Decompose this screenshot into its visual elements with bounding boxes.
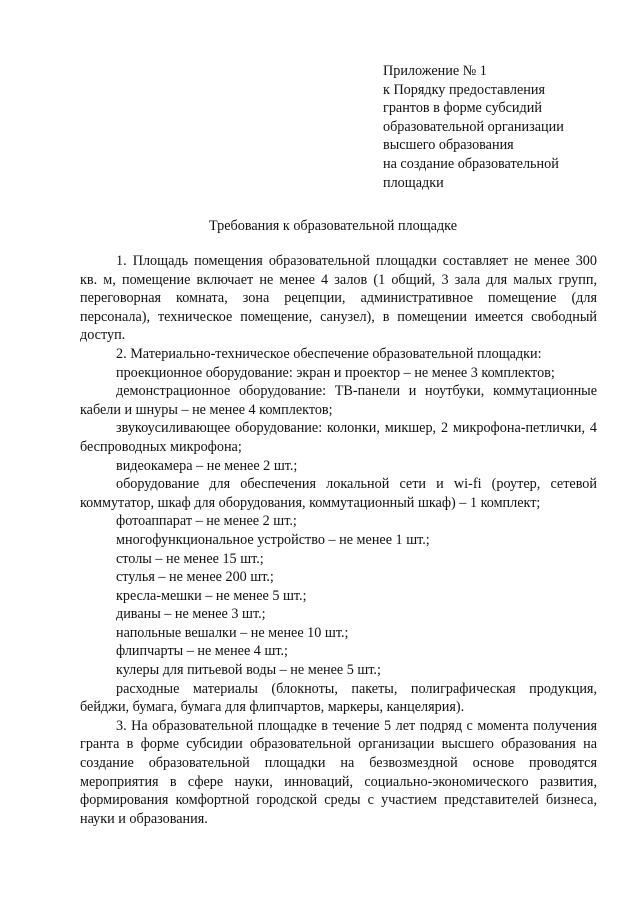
appendix-line: к Порядку предоставления — [383, 81, 545, 98]
appendix-line: на создание образовательной — [383, 155, 559, 172]
paragraph-2: 2. Материально-техническое обеспечение образовательной площадки: — [116, 345, 542, 362]
list-item: кулеры для питьевой воды – не менее 5 шт.; — [116, 662, 381, 679]
list-item: видеокамера – не менее 2 шт.; — [116, 457, 298, 474]
document-title: Требования к образовательной площадке — [208, 218, 457, 234]
list-item: проекционное оборудование: экран и проектор – не менее 3 комплектов; — [116, 364, 555, 381]
list-item: столы – не менее 15 шт.; — [116, 550, 264, 567]
document-body — [80, 252, 597, 828]
list-item: фотоаппарат – не менее 2 шт.; — [116, 513, 297, 530]
list-item: диваны – не менее 3 шт.; — [116, 606, 266, 623]
list-item: многофункциональное устройство – не менее 1 шт.; — [116, 531, 430, 548]
list-item: флипчарты – не менее 4 шт.; — [116, 643, 288, 660]
appendix-line: Приложение № 1 — [383, 63, 487, 79]
list-item: напольные вешалки – не менее 10 шт.; — [116, 624, 349, 641]
list-item: расходные материалы (блокноты, пакеты, полиграфическая продукция, бейджи, бумага, бумага для флипчартов, маркеры, канцелярия). — [80, 680, 597, 716]
list-item: звукоусиливающее оборудование: колонки, микшер, 2 микрофона-петлички, 4 беспроводных микрофона; — [80, 420, 597, 455]
paragraph-1: 1. Площадь помещения образовательной площадки составляет не менее 300 кв. м, помещение включает не менее 4 залов (1 общий, 3 зала для малых групп, переговорная комната, зона рецепции, административное помещение (для персонала), техническое помещение, санузел), в помещении имеется свободный доступ. — [80, 253, 597, 344]
appendix-line: образовательной организации — [383, 118, 564, 135]
appendix-line: площадки — [383, 174, 444, 191]
list-item: кресла-мешки – не менее 5 шт.; — [116, 587, 307, 604]
appendix-header — [383, 62, 623, 192]
list-item: оборудование для обеспечения локальной сети и wi-fi (роутер, сетевой коммутатор, шкаф для оборудования, коммутационный шкаф) – 1 комплект; — [80, 476, 597, 511]
list-item: стулья – не менее 200 шт.; — [116, 569, 274, 586]
paragraph-3: 3. На образовательной площадке в течение 5 лет подряд с момента получения гранта в форме субсидии образовательной организации высшего образования на создание образовательной площадки на безвозмездной основе проводятся мероприятия в сфере науки, инноваций, социально-экономического развития, формирования комфортной городской среды с участием представителей бизнеса, науки и образования. — [80, 717, 597, 827]
appendix-line: высшего образования — [383, 137, 514, 154]
appendix-line: грантов в форме субсидий — [383, 100, 542, 117]
list-item: демонстрационное оборудование: ТВ-панели и ноутбуки, коммутационные кабели и шнуры – не менее 4 комплектов; — [80, 383, 597, 418]
